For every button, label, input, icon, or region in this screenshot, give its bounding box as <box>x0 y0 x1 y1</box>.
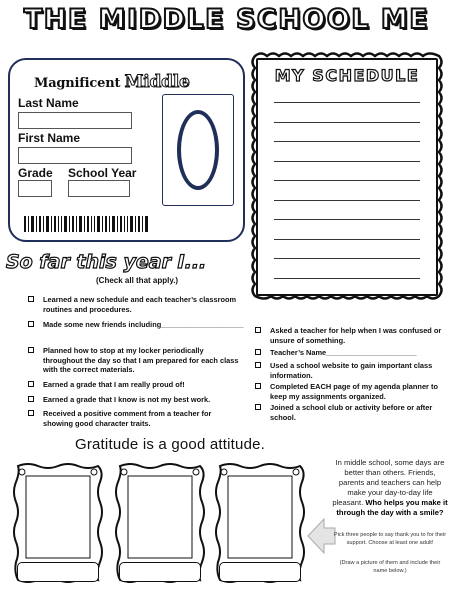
item-text: Learned a new schedule and each teacher’s classroom <box>43 295 237 304</box>
item-text: unsure of something. <box>270 335 346 345</box>
name-field[interactable] <box>119 562 201 582</box>
schedule-line[interactable] <box>274 141 420 142</box>
id-card-title <box>34 72 190 92</box>
checklist-item[interactable] <box>28 295 253 315</box>
first-name-field[interactable] <box>18 147 132 164</box>
checklist-item[interactable] <box>28 320 253 332</box>
photo-frame[interactable] <box>162 94 234 206</box>
schedule-line[interactable] <box>274 122 420 123</box>
item-text: keep my assignments organized. <box>270 391 386 401</box>
checklist-item[interactable] <box>28 346 253 376</box>
item-text: routines and procedures. <box>43 304 132 314</box>
instructions-question: Who helps you make it through the day with a smile? <box>336 498 448 517</box>
barcode-icon <box>24 216 148 232</box>
checkbox[interactable] <box>28 410 34 416</box>
grade-label: Grade <box>18 166 53 180</box>
checkbox[interactable] <box>255 327 261 333</box>
item-text: Made some new friends including____________________ <box>43 320 244 329</box>
photo-oval <box>177 110 219 190</box>
schedule-line[interactable] <box>274 278 420 279</box>
checklist-item[interactable] <box>255 326 450 346</box>
schedule-line[interactable] <box>274 219 420 220</box>
school-year-label: School Year <box>68 166 137 180</box>
item-text: Received a positive comment from a teacher for <box>43 409 212 418</box>
item-text: Earned a grade that I am really proud of! <box>43 380 185 389</box>
item-text: with the correct materials. <box>43 365 135 375</box>
last-name-field[interactable] <box>18 112 132 129</box>
checklist-item[interactable] <box>28 409 253 429</box>
checklist-item[interactable] <box>28 380 253 392</box>
grade-field[interactable] <box>18 180 52 197</box>
schedule-line[interactable] <box>274 239 420 240</box>
item-text: Completed EACH page of my agenda planner to <box>270 382 438 391</box>
item-text: Asked a teacher for help when I was confused or <box>270 326 442 335</box>
checkbox[interactable] <box>255 349 261 355</box>
page-title: THE MIDDLE SCHOOL ME <box>23 4 430 35</box>
checkbox[interactable] <box>255 383 261 389</box>
checkbox[interactable] <box>255 404 261 410</box>
checkbox[interactable] <box>28 381 34 387</box>
checkbox[interactable] <box>28 347 34 353</box>
last-name-label: Last Name <box>18 96 79 110</box>
item-text: information. <box>270 370 313 380</box>
name-field[interactable] <box>17 562 99 582</box>
gratitude-heading: Gratitude is a good attitude. <box>74 436 266 453</box>
drawing-frame-3[interactable] <box>212 462 308 584</box>
schedule-line[interactable] <box>274 200 420 201</box>
drawing-frame-2[interactable] <box>112 462 208 584</box>
checklist-item[interactable] <box>28 395 253 407</box>
id-card-title-word: Middle <box>124 72 190 92</box>
checkbox[interactable] <box>28 321 34 327</box>
check-note: (Check all that apply.) <box>96 276 179 285</box>
checkbox[interactable] <box>255 362 261 368</box>
schedule-line[interactable] <box>274 180 420 181</box>
so-far-heading: So far this year I... <box>6 251 207 273</box>
schedule-box <box>256 58 438 296</box>
checklist-item[interactable] <box>255 403 450 423</box>
schedule-title: MY SCHEDULE <box>274 66 420 85</box>
school-year-field[interactable] <box>68 180 130 197</box>
drawing-frame-1[interactable] <box>10 462 106 584</box>
instructions-text: In middle school, some days are better than others. Friends, parents and teachers can help make your day-to-day life pleasant. <box>332 458 445 507</box>
id-card-title-prefix: Magnificent <box>34 76 125 91</box>
gratitude-instructions <box>332 458 448 518</box>
item-text: Teacher’s Name______________________ <box>270 348 417 357</box>
gratitude-draw-note: (Draw a picture of them and include their name below.) <box>339 560 441 574</box>
item-text: Used a school website to gain important class <box>270 361 433 370</box>
item-text: Planned how to stop at my locker periodically <box>43 346 204 355</box>
schedule-line[interactable] <box>274 258 420 259</box>
item-text: Earned a grade that I know is not my best work. <box>43 395 211 404</box>
name-field[interactable] <box>219 562 301 582</box>
item-text: Joined a school club or activity before or after <box>270 403 433 412</box>
schedule-line[interactable] <box>274 102 420 103</box>
item-text: showing good character traits. <box>43 418 151 428</box>
schedule-line[interactable] <box>274 161 420 162</box>
checklist-item[interactable] <box>255 361 450 381</box>
student-id-card <box>8 58 245 242</box>
gratitude-subinstructions: Pick three people to say thank you to for their support. Choose at least one adult! <box>333 532 447 546</box>
item-text: throughout the day so that I am prepared for each class <box>43 355 239 365</box>
item-text: school. <box>270 412 296 422</box>
first-name-label: First Name <box>18 131 81 145</box>
checklist-item[interactable] <box>255 382 450 402</box>
checklist-item[interactable] <box>255 348 450 360</box>
checkbox[interactable] <box>28 396 34 402</box>
checkbox[interactable] <box>28 296 34 302</box>
